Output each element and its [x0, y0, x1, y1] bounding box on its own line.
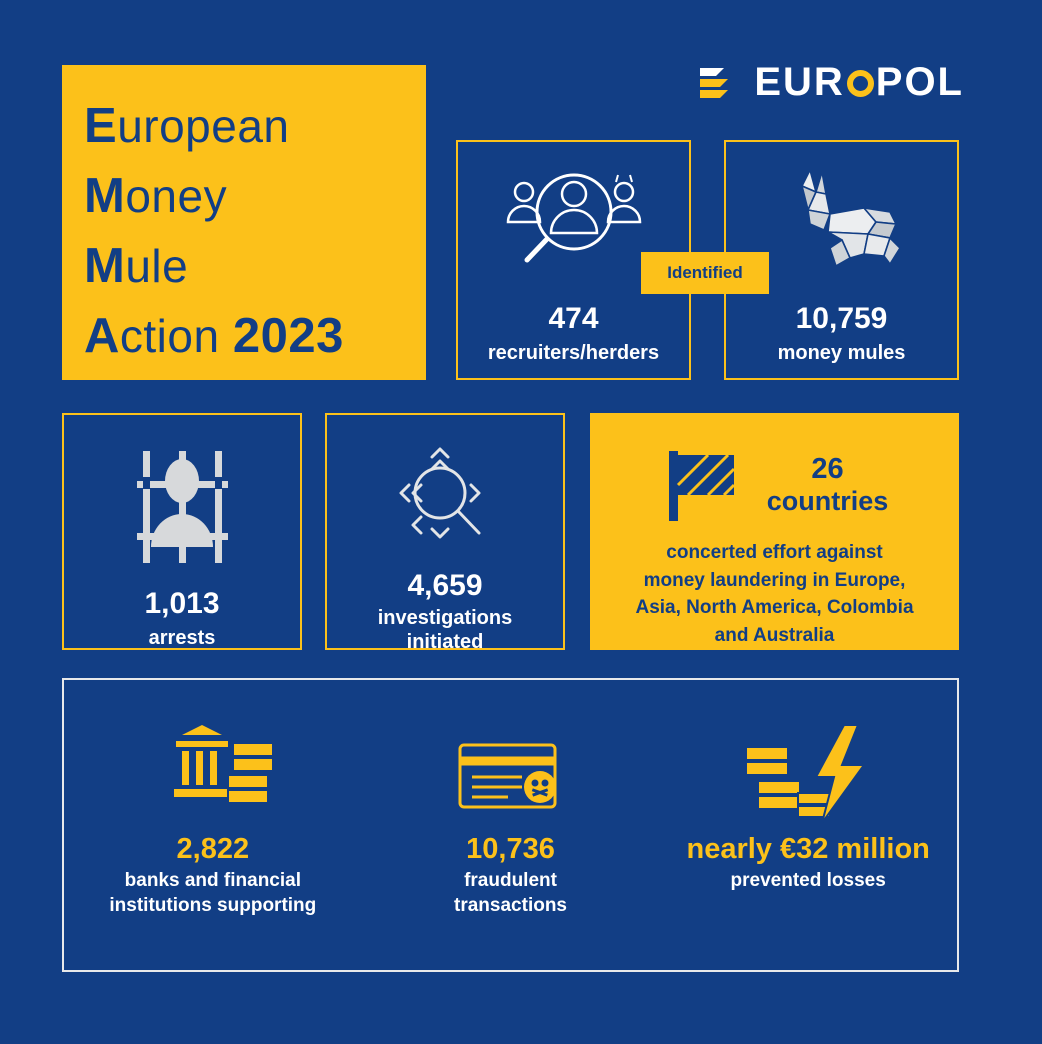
title-word-mule: ule [125, 240, 189, 292]
europol-logo [698, 62, 964, 102]
fraud-card-icon [448, 720, 573, 830]
title-year: 2023 [232, 309, 344, 363]
countries-desc-line1: concerted effort against [666, 542, 883, 563]
title-line-2 [84, 161, 426, 231]
europol-o-ring-icon [847, 70, 874, 97]
investigations-value: 4,659 [407, 569, 483, 602]
investigations-label [327, 606, 563, 654]
transactions-label-line2: transactions [454, 894, 567, 916]
losses-label-line1: prevented losses [730, 869, 886, 891]
banks-label-line1: banks and financial [124, 869, 301, 891]
investigations-label-line2: initiated [406, 631, 484, 653]
arrests-value: 1,013 [144, 587, 220, 620]
transactions-label [454, 869, 567, 918]
countries-header [590, 413, 959, 525]
stat-card-banks [64, 720, 362, 918]
title-initial-e: E [84, 99, 118, 153]
banks-label [109, 869, 316, 918]
title-initial-m2: M [84, 239, 126, 293]
title-line-3 [84, 231, 426, 301]
money-bolt-icon [736, 720, 881, 830]
bottom-stats-panel [62, 678, 959, 972]
title-word-european: uropean [117, 100, 290, 152]
europol-word-part2: POL [875, 60, 964, 104]
title-initial-a: A [84, 309, 120, 363]
losses-label [731, 869, 886, 894]
bank-money-icon [140, 720, 285, 830]
recruiters-value: 474 [548, 302, 599, 335]
magnifier-investigation-icon [327, 415, 563, 565]
stat-card-arrests [62, 413, 302, 650]
identified-badge: Identified [641, 252, 769, 294]
stat-card-investigations [325, 413, 565, 653]
title-initial-m1: M [84, 169, 126, 223]
recruiters-label: recruiters/herders [487, 342, 660, 364]
europol-wordmark [754, 62, 964, 102]
transactions-label-line1: fraudulent [464, 869, 557, 891]
europol-word-part1: EUR [754, 60, 845, 104]
countries-description [590, 525, 959, 649]
banks-label-line2: institutions supporting [109, 894, 317, 916]
banks-value: 2,822 [176, 833, 250, 865]
countries-desc-line3: Asia, North America, Colombia [635, 597, 914, 619]
stat-card-transactions [362, 720, 660, 918]
countries-value-block [767, 453, 889, 517]
flag-icon [661, 445, 741, 525]
countries-desc-line4: and Australia [714, 624, 835, 646]
transactions-value: 10,736 [466, 833, 555, 865]
stat-card-losses [659, 720, 957, 894]
arrests-label: arrests [148, 627, 216, 649]
title-line-4 [84, 301, 426, 371]
investigations-label-line1: investigations [377, 607, 513, 629]
money-mules-label: money mules [777, 342, 906, 364]
countries-desc-line2: money laundering in Europe, [643, 569, 906, 591]
stat-card-countries [590, 413, 959, 650]
title-line-1 [84, 91, 426, 161]
countries-unit: countries [766, 486, 889, 517]
arrested-person-icon [64, 415, 300, 577]
losses-value: nearly €32 million [686, 833, 930, 865]
title-word-money: oney [125, 170, 228, 222]
europol-mark-icon [698, 62, 744, 102]
title-word-action: ction [119, 310, 220, 362]
countries-value: 26 [811, 452, 844, 485]
title-block [62, 65, 426, 380]
money-mules-value: 10,759 [795, 302, 888, 335]
